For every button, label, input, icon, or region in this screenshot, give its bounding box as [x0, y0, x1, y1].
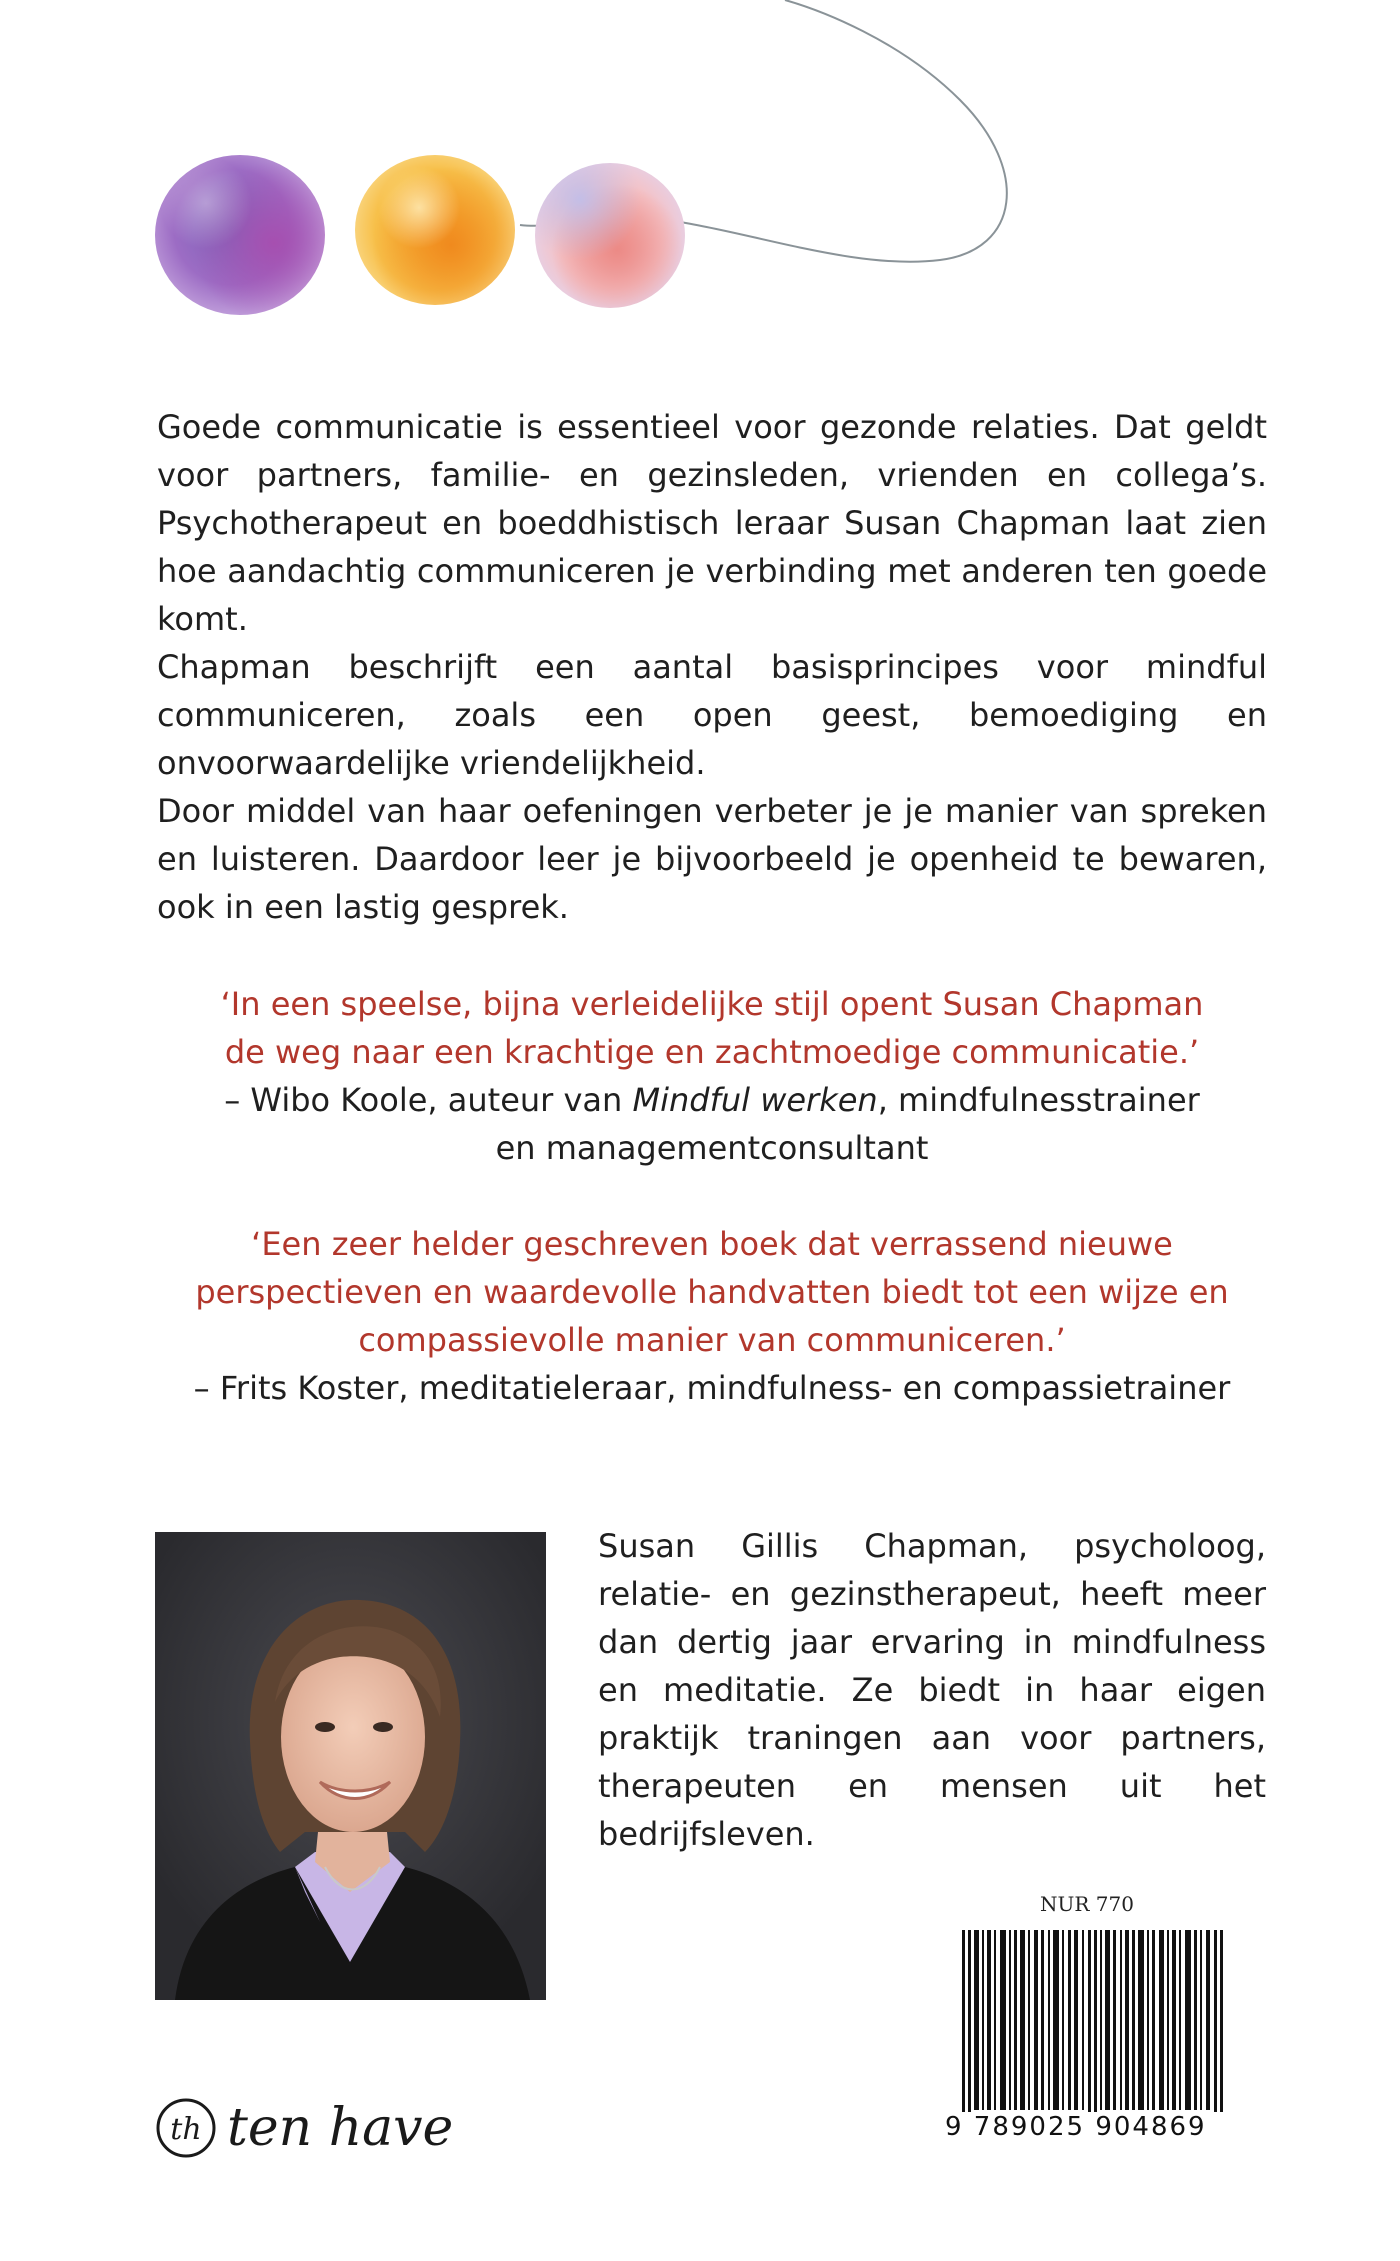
isbn-number: 9 789025 904869 — [945, 2112, 1235, 2142]
description-paragraph-3: Door middel van haar oefeningen verbeter je je manier van spreken en luisteren. Daardoor leer je bijvoorbeeld je openheid te bewaren, ook in een lastig gesprek. — [157, 792, 1267, 926]
quote-attribution — [157, 1076, 1267, 1124]
author-bio: Susan Gillis Chapman, psycholoog, relatie- en gezinstherapeut, heeft meer dan dertig jaar ervaring in mindfulness en meditatie. Ze biedt in haar eigen praktijk traningen aan voor partners, therapeuten en mensen uit het bedrijfsleven. — [598, 1527, 1266, 1853]
quote-text-line: ‘In een speelse, bijna verleidelijke stijl opent Susan Chapman — [220, 985, 1204, 1023]
isbn-barcode — [960, 1930, 1232, 2130]
author-photo — [155, 1532, 546, 2000]
quote-text-line: perspectieven en waardevolle handvatten biedt tot een wijze en — [195, 1273, 1229, 1311]
pink-watercolor-dot — [535, 163, 685, 308]
orange-watercolor-dot — [355, 155, 515, 305]
publisher-logo — [155, 2098, 453, 2158]
quote-attribution-line-2: en managementconsultant — [495, 1129, 929, 1167]
publisher-name: ten have — [227, 2098, 454, 2158]
attribution-prefix: – Wibo Koole, auteur van — [224, 1081, 633, 1119]
nur-code: NUR 770 — [1040, 1892, 1134, 1916]
quote-text-line: de weg naar een krachtige en zachtmoedige communicatie.’ — [224, 1033, 1200, 1071]
attribution-book-title: Mindful werken — [632, 1081, 878, 1119]
watercolor-illustration — [0, 0, 1400, 330]
review-quote-2 — [157, 1220, 1267, 1412]
purple-watercolor-dot — [155, 155, 325, 315]
quote-attribution: – Frits Koster, meditatieleraar, mindfulness- en compassietrainer — [193, 1369, 1231, 1407]
publisher-th-mark — [155, 2097, 217, 2159]
description-paragraph-2: Chapman beschrijft een aantal basisprincipes voor mindful communiceren, zoals een open geest, bemoediging en onvoorwaardelijke vriendelijkheid. — [157, 648, 1267, 782]
quote-text-line: compassievolle manier van communiceren.’ — [358, 1321, 1066, 1359]
logo-mark-text: th — [170, 2112, 202, 2147]
description-paragraph-1: Goede communicatie is essentieel voor gezonde relaties. Dat geldt voor partners, familie- en gezinsleden, vrienden en collega’s. Psychotherapeut en boeddhistisch leraar Susan Chapman laat zien hoe aandachtig communiceren je verbinding met anderen ten goede komt. — [157, 408, 1267, 638]
attribution-suffix: , mindfulnesstrainer — [877, 1081, 1200, 1119]
review-quote-1 — [157, 980, 1267, 1172]
quote-text-line: ‘Een zeer helder geschreven boek dat verrassend nieuwe — [251, 1225, 1173, 1263]
